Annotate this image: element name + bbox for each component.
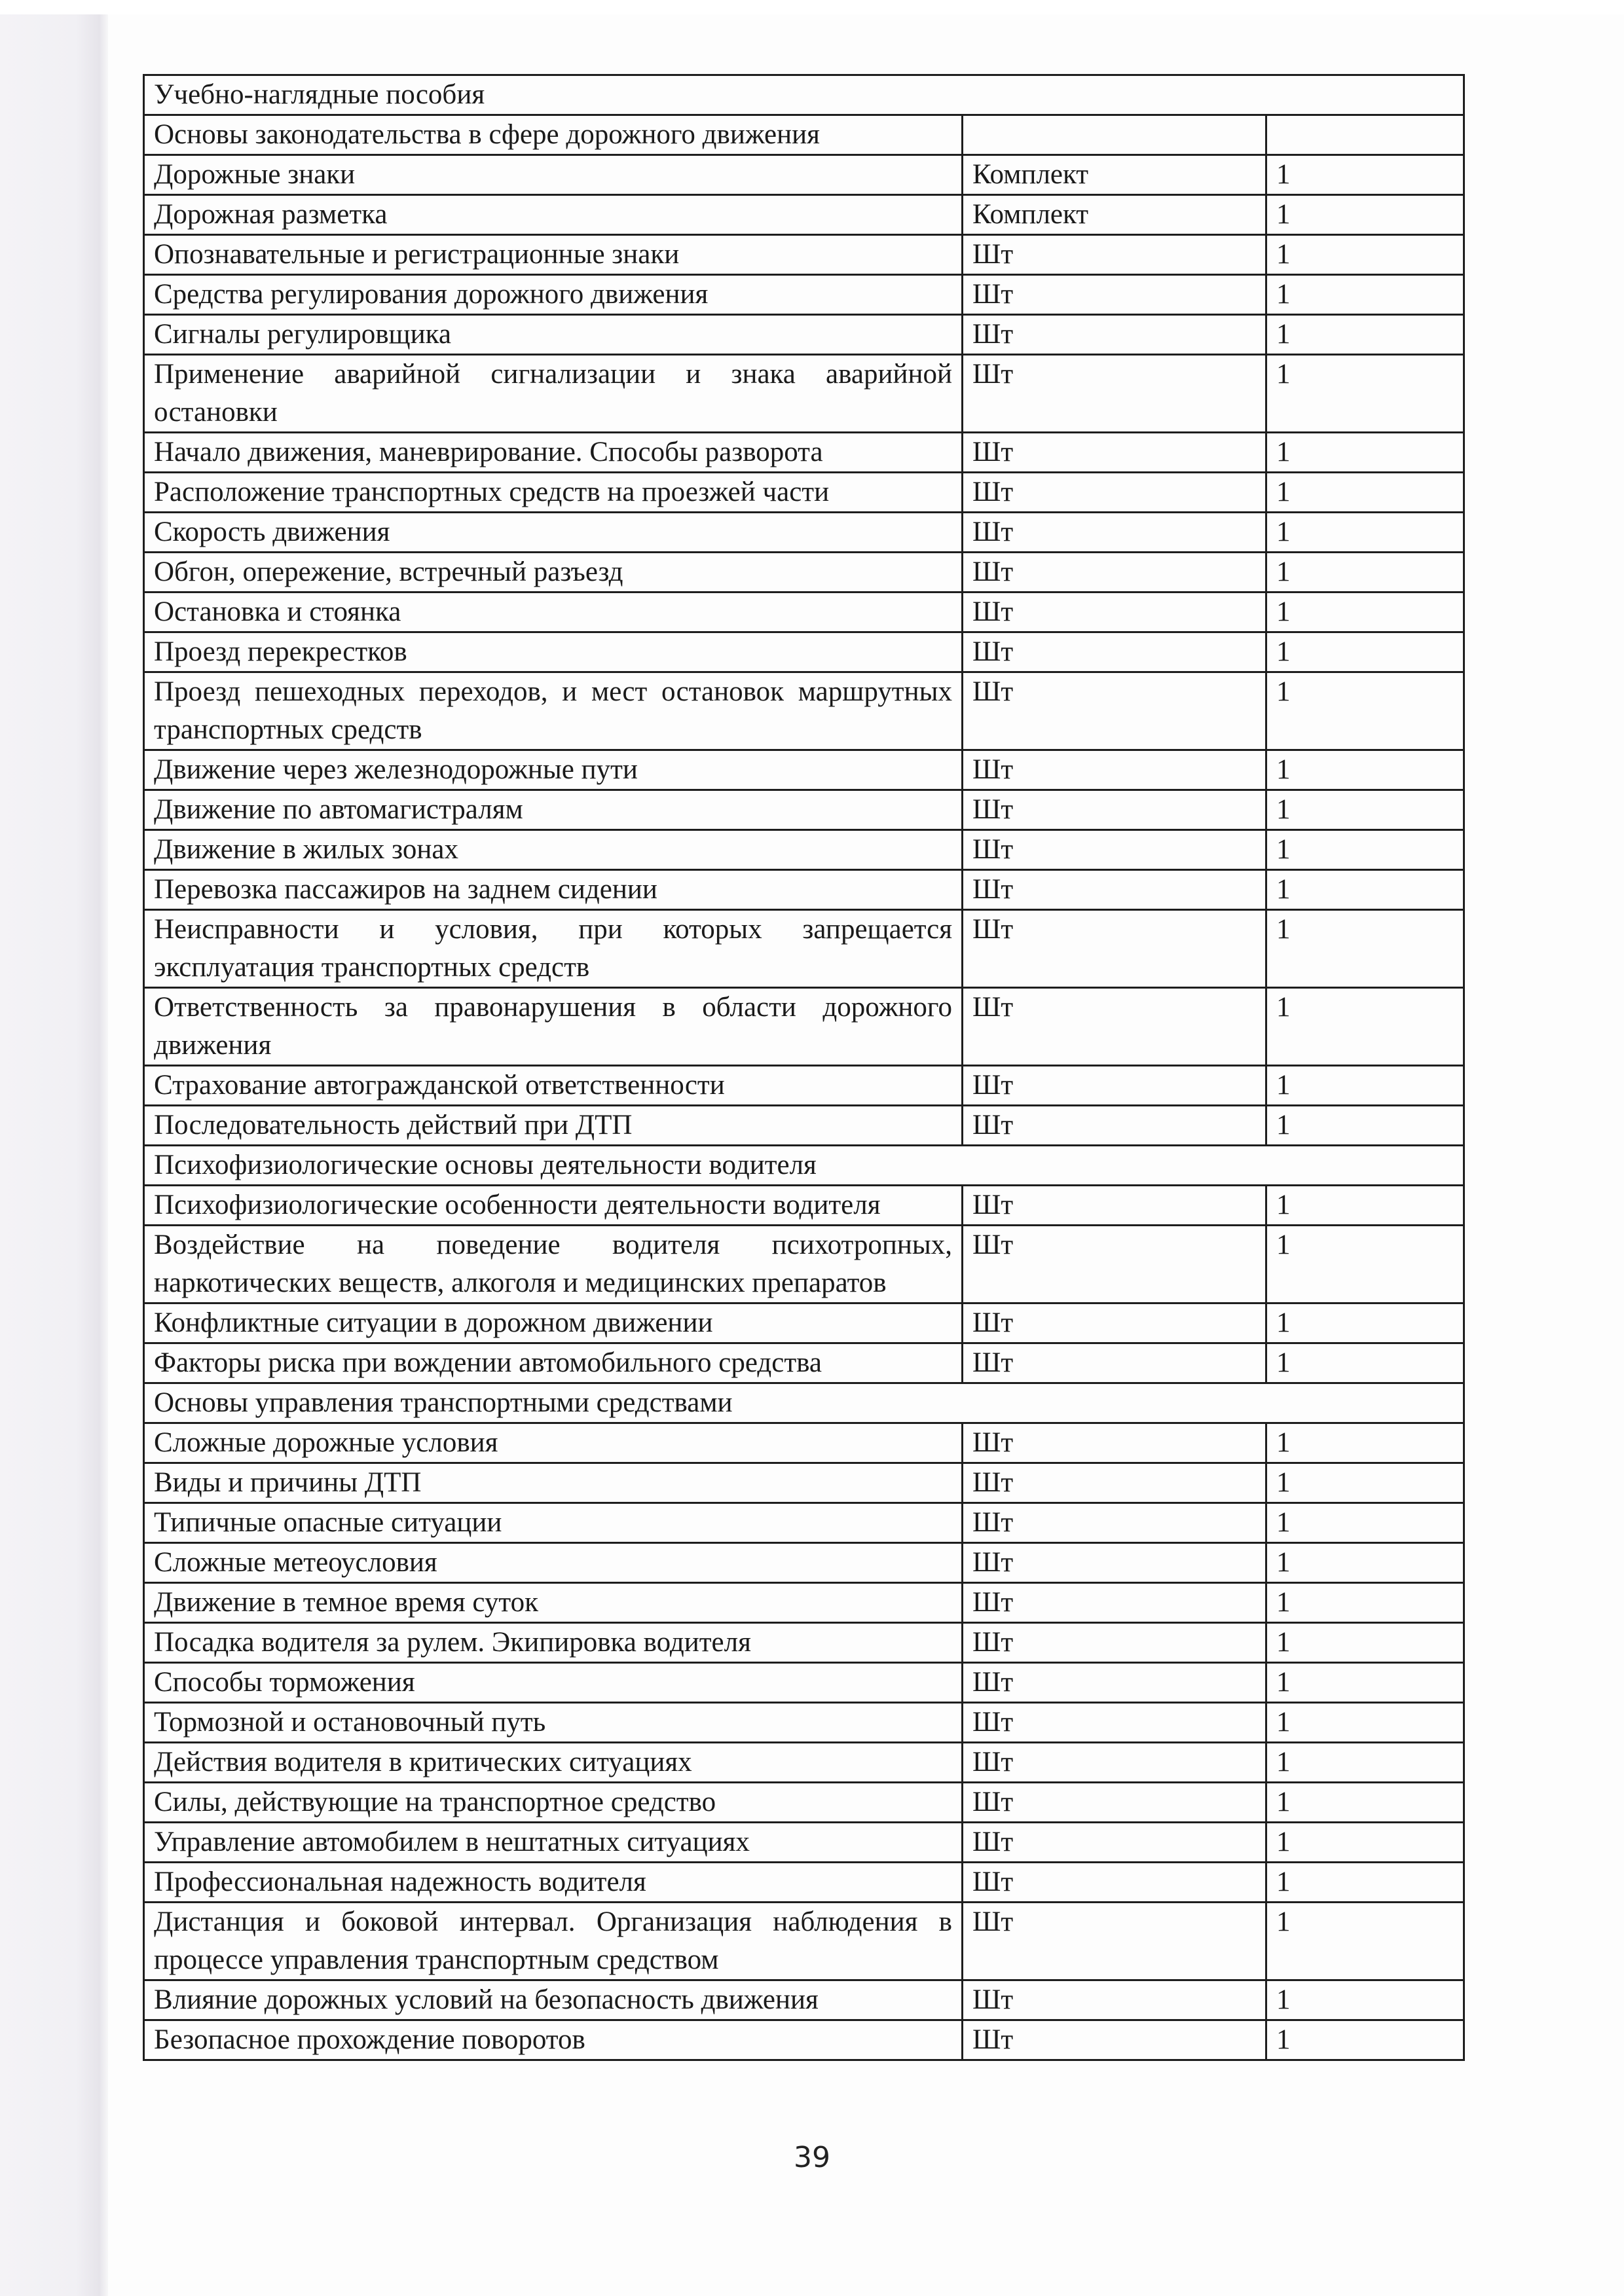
item-name: Воздействие на поведение водителя психотропных, наркотических веществ, алкоголя и медицинских препаратов [144,1226,963,1303]
item-name: Проезд перекрестков [144,632,963,672]
unit-cell: Шт [963,1463,1266,1503]
unit-cell: Шт [963,988,1266,1066]
section-header-row [144,75,1464,115]
table-row [144,1980,1464,2020]
quantity-cell: 1 [1266,1423,1464,1463]
table-row [144,1423,1464,1463]
table-row [144,910,1464,988]
table-row [144,2020,1464,2060]
page-number: 39 [794,2141,830,2174]
quantity-cell: 1 [1266,1663,1464,1703]
section-title: Учебно-наглядные пособия [144,75,1464,115]
item-name: Психофизиологические особенности деятельности водителя [144,1186,963,1226]
unit-cell: Шт [963,1980,1266,2020]
table-row [144,1783,1464,1823]
scan-edge-shadow [0,14,108,2296]
quantity-cell: 1 [1266,235,1464,275]
table-row [144,433,1464,473]
table-row [144,870,1464,910]
quantity-cell: 1 [1266,315,1464,355]
quantity-cell: 1 [1266,1743,1464,1783]
unit-cell: Шт [963,790,1266,830]
table-row [144,1186,1464,1226]
quantity-cell: 1 [1266,672,1464,750]
unit-cell: Комплект [963,155,1266,195]
item-name: Дорожная разметка [144,195,963,235]
quantity-cell: 1 [1266,790,1464,830]
unit-cell: Шт [963,473,1266,513]
item-name: Остановка и стоянка [144,592,963,632]
unit-cell: Шт [963,1226,1266,1303]
table-row [144,632,1464,672]
quantity-cell: 1 [1266,1343,1464,1383]
item-name: Опознавательные и регистрационные знаки [144,235,963,275]
item-name: Влияние дорожных условий на безопасность движения [144,1980,963,2020]
item-name: Последовательность действий при ДТП [144,1106,963,1146]
table-row [144,473,1464,513]
table-row [144,553,1464,592]
section-title: Психофизиологические основы деятельности водителя [144,1146,1464,1186]
item-name: Дистанция и боковой интервал. Организация наблюдения в процессе управления транспортным средством [144,1903,963,1980]
unit-cell: Шт [963,1863,1266,1903]
item-name: Проезд пешеходных переходов, и мест остановок маршрутных транспортных средств [144,672,963,750]
item-name: Перевозка пассажиров на заднем сидении [144,870,963,910]
table-row [144,1903,1464,1980]
item-name: Типичные опасные ситуации [144,1503,963,1543]
unit-cell: Шт [963,830,1266,870]
unit-cell: Шт [963,433,1266,473]
unit-cell: Шт [963,1783,1266,1823]
unit-cell: Шт [963,2020,1266,2060]
quantity-cell: 1 [1266,830,1464,870]
item-name: Средства регулирования дорожного движения [144,275,963,315]
quantity-cell: 1 [1266,473,1464,513]
quantity-cell: 1 [1266,275,1464,315]
unit-cell: Шт [963,315,1266,355]
table-row [144,1863,1464,1903]
unit-cell: Шт [963,1903,1266,1980]
table-row [144,195,1464,235]
unit-cell [963,115,1266,155]
section-title: Основы управления транспортными средствами [144,1383,1464,1423]
quantity-cell: 1 [1266,750,1464,790]
unit-cell: Шт [963,355,1266,433]
unit-cell: Шт [963,870,1266,910]
quantity-cell: 1 [1266,1463,1464,1503]
unit-cell: Шт [963,1743,1266,1783]
table-row [144,592,1464,632]
quantity-cell: 1 [1266,1903,1464,1980]
unit-cell: Шт [963,910,1266,988]
subsection-row [144,115,1464,155]
unit-cell: Шт [963,632,1266,672]
table-row [144,1703,1464,1743]
item-name: Посадка водителя за рулем. Экипировка водителя [144,1623,963,1663]
item-name: Способы торможения [144,1663,963,1703]
quantity-cell: 1 [1266,1823,1464,1863]
teaching-aids-table [143,74,1465,2061]
page-top-margin [0,0,1624,14]
table-row [144,1463,1464,1503]
quantity-cell: 1 [1266,1106,1464,1146]
unit-cell: Шт [963,1066,1266,1106]
table-row [144,750,1464,790]
quantity-cell: 1 [1266,1623,1464,1663]
item-name: Действия водителя в критических ситуациях [144,1743,963,1783]
quantity-cell: 1 [1266,1543,1464,1583]
quantity-cell: 1 [1266,155,1464,195]
table-row [144,1343,1464,1383]
quantity-cell: 1 [1266,1583,1464,1623]
item-name: Факторы риска при вождении автомобильного средства [144,1343,963,1383]
quantity-cell: 1 [1266,1303,1464,1343]
unit-cell: Шт [963,513,1266,553]
item-name: Начало движения, маневрирование. Способы разворота [144,433,963,473]
unit-cell: Шт [963,1343,1266,1383]
quantity-cell: 1 [1266,1066,1464,1106]
quantity-cell: 1 [1266,592,1464,632]
item-name: Расположение транспортных средств на проезжей части [144,473,963,513]
item-name: Сигналы регулировщика [144,315,963,355]
quantity-cell: 1 [1266,553,1464,592]
table-row [144,1106,1464,1146]
item-name: Страхование автогражданской ответственности [144,1066,963,1106]
table-row [144,830,1464,870]
quantity-cell: 1 [1266,433,1464,473]
item-name: Профессиональная надежность водителя [144,1863,963,1903]
table-row [144,1226,1464,1303]
unit-cell: Шт [963,1583,1266,1623]
table-row [144,1503,1464,1543]
quantity-cell: 1 [1266,1980,1464,2020]
unit-cell: Комплект [963,195,1266,235]
unit-cell: Шт [963,553,1266,592]
unit-cell: Шт [963,672,1266,750]
unit-cell: Шт [963,592,1266,632]
unit-cell: Шт [963,1106,1266,1146]
unit-cell: Шт [963,1703,1266,1743]
section-header-row [144,1146,1464,1186]
table-row [144,1663,1464,1703]
table-row [144,235,1464,275]
quantity-cell: 1 [1266,1186,1464,1226]
item-name: Конфликтные ситуации в дорожном движении [144,1303,963,1343]
unit-cell: Шт [963,1423,1266,1463]
unit-cell: Шт [963,750,1266,790]
unit-cell: Шт [963,275,1266,315]
unit-cell: Шт [963,235,1266,275]
item-name: Движение через железнодорожные пути [144,750,963,790]
table-row [144,988,1464,1066]
item-name: Движение в темное время суток [144,1583,963,1623]
subsection-title: Основы законодательства в сфере дорожного движения [144,115,963,155]
quantity-cell: 1 [1266,1783,1464,1823]
quantity-cell: 1 [1266,1503,1464,1543]
item-name: Дорожные знаки [144,155,963,195]
table-row [144,355,1464,433]
quantity-cell: 1 [1266,513,1464,553]
table-row [144,315,1464,355]
item-name: Ответственность за правонарушения в области дорожного движения [144,988,963,1066]
table-row [144,1066,1464,1106]
item-name: Неисправности и условия, при которых запрещается эксплуатация транспортных средств [144,910,963,988]
unit-cell: Шт [963,1623,1266,1663]
table-row [144,1823,1464,1863]
quantity-cell [1266,115,1464,155]
item-name: Безопасное прохождение поворотов [144,2020,963,2060]
item-name: Управление автомобилем в нештатных ситуациях [144,1823,963,1863]
quantity-cell: 1 [1266,988,1464,1066]
section-header-row [144,1383,1464,1423]
item-name: Сложные метеоусловия [144,1543,963,1583]
quantity-cell: 1 [1266,1703,1464,1743]
item-name: Тормозной и остановочный путь [144,1703,963,1743]
table-row [144,1583,1464,1623]
quantity-cell: 1 [1266,195,1464,235]
table-row [144,1543,1464,1583]
quantity-cell: 1 [1266,910,1464,988]
quantity-cell: 1 [1266,1863,1464,1903]
unit-cell: Шт [963,1823,1266,1863]
table-body [144,75,1464,2060]
table-row [144,672,1464,750]
unit-cell: Шт [963,1303,1266,1343]
table-row [144,1743,1464,1783]
table-row [144,1623,1464,1663]
quantity-cell: 1 [1266,870,1464,910]
table-row [144,155,1464,195]
item-name: Силы, действующие на транспортное средство [144,1783,963,1823]
table-row [144,275,1464,315]
item-name: Обгон, опережение, встречный разъезд [144,553,963,592]
unit-cell: Шт [963,1663,1266,1703]
quantity-cell: 1 [1266,355,1464,433]
item-name: Применение аварийной сигнализации и знака аварийной остановки [144,355,963,433]
table-row [144,790,1464,830]
table-row [144,1303,1464,1343]
item-name: Сложные дорожные условия [144,1423,963,1463]
unit-cell: Шт [963,1503,1266,1543]
unit-cell: Шт [963,1543,1266,1583]
item-name: Движение по автомагистралям [144,790,963,830]
unit-cell: Шт [963,1186,1266,1226]
quantity-cell: 1 [1266,632,1464,672]
item-name: Движение в жилых зонах [144,830,963,870]
table-row [144,513,1464,553]
item-name: Скорость движения [144,513,963,553]
quantity-cell: 1 [1266,1226,1464,1303]
quantity-cell: 1 [1266,2020,1464,2060]
item-name: Виды и причины ДТП [144,1463,963,1503]
